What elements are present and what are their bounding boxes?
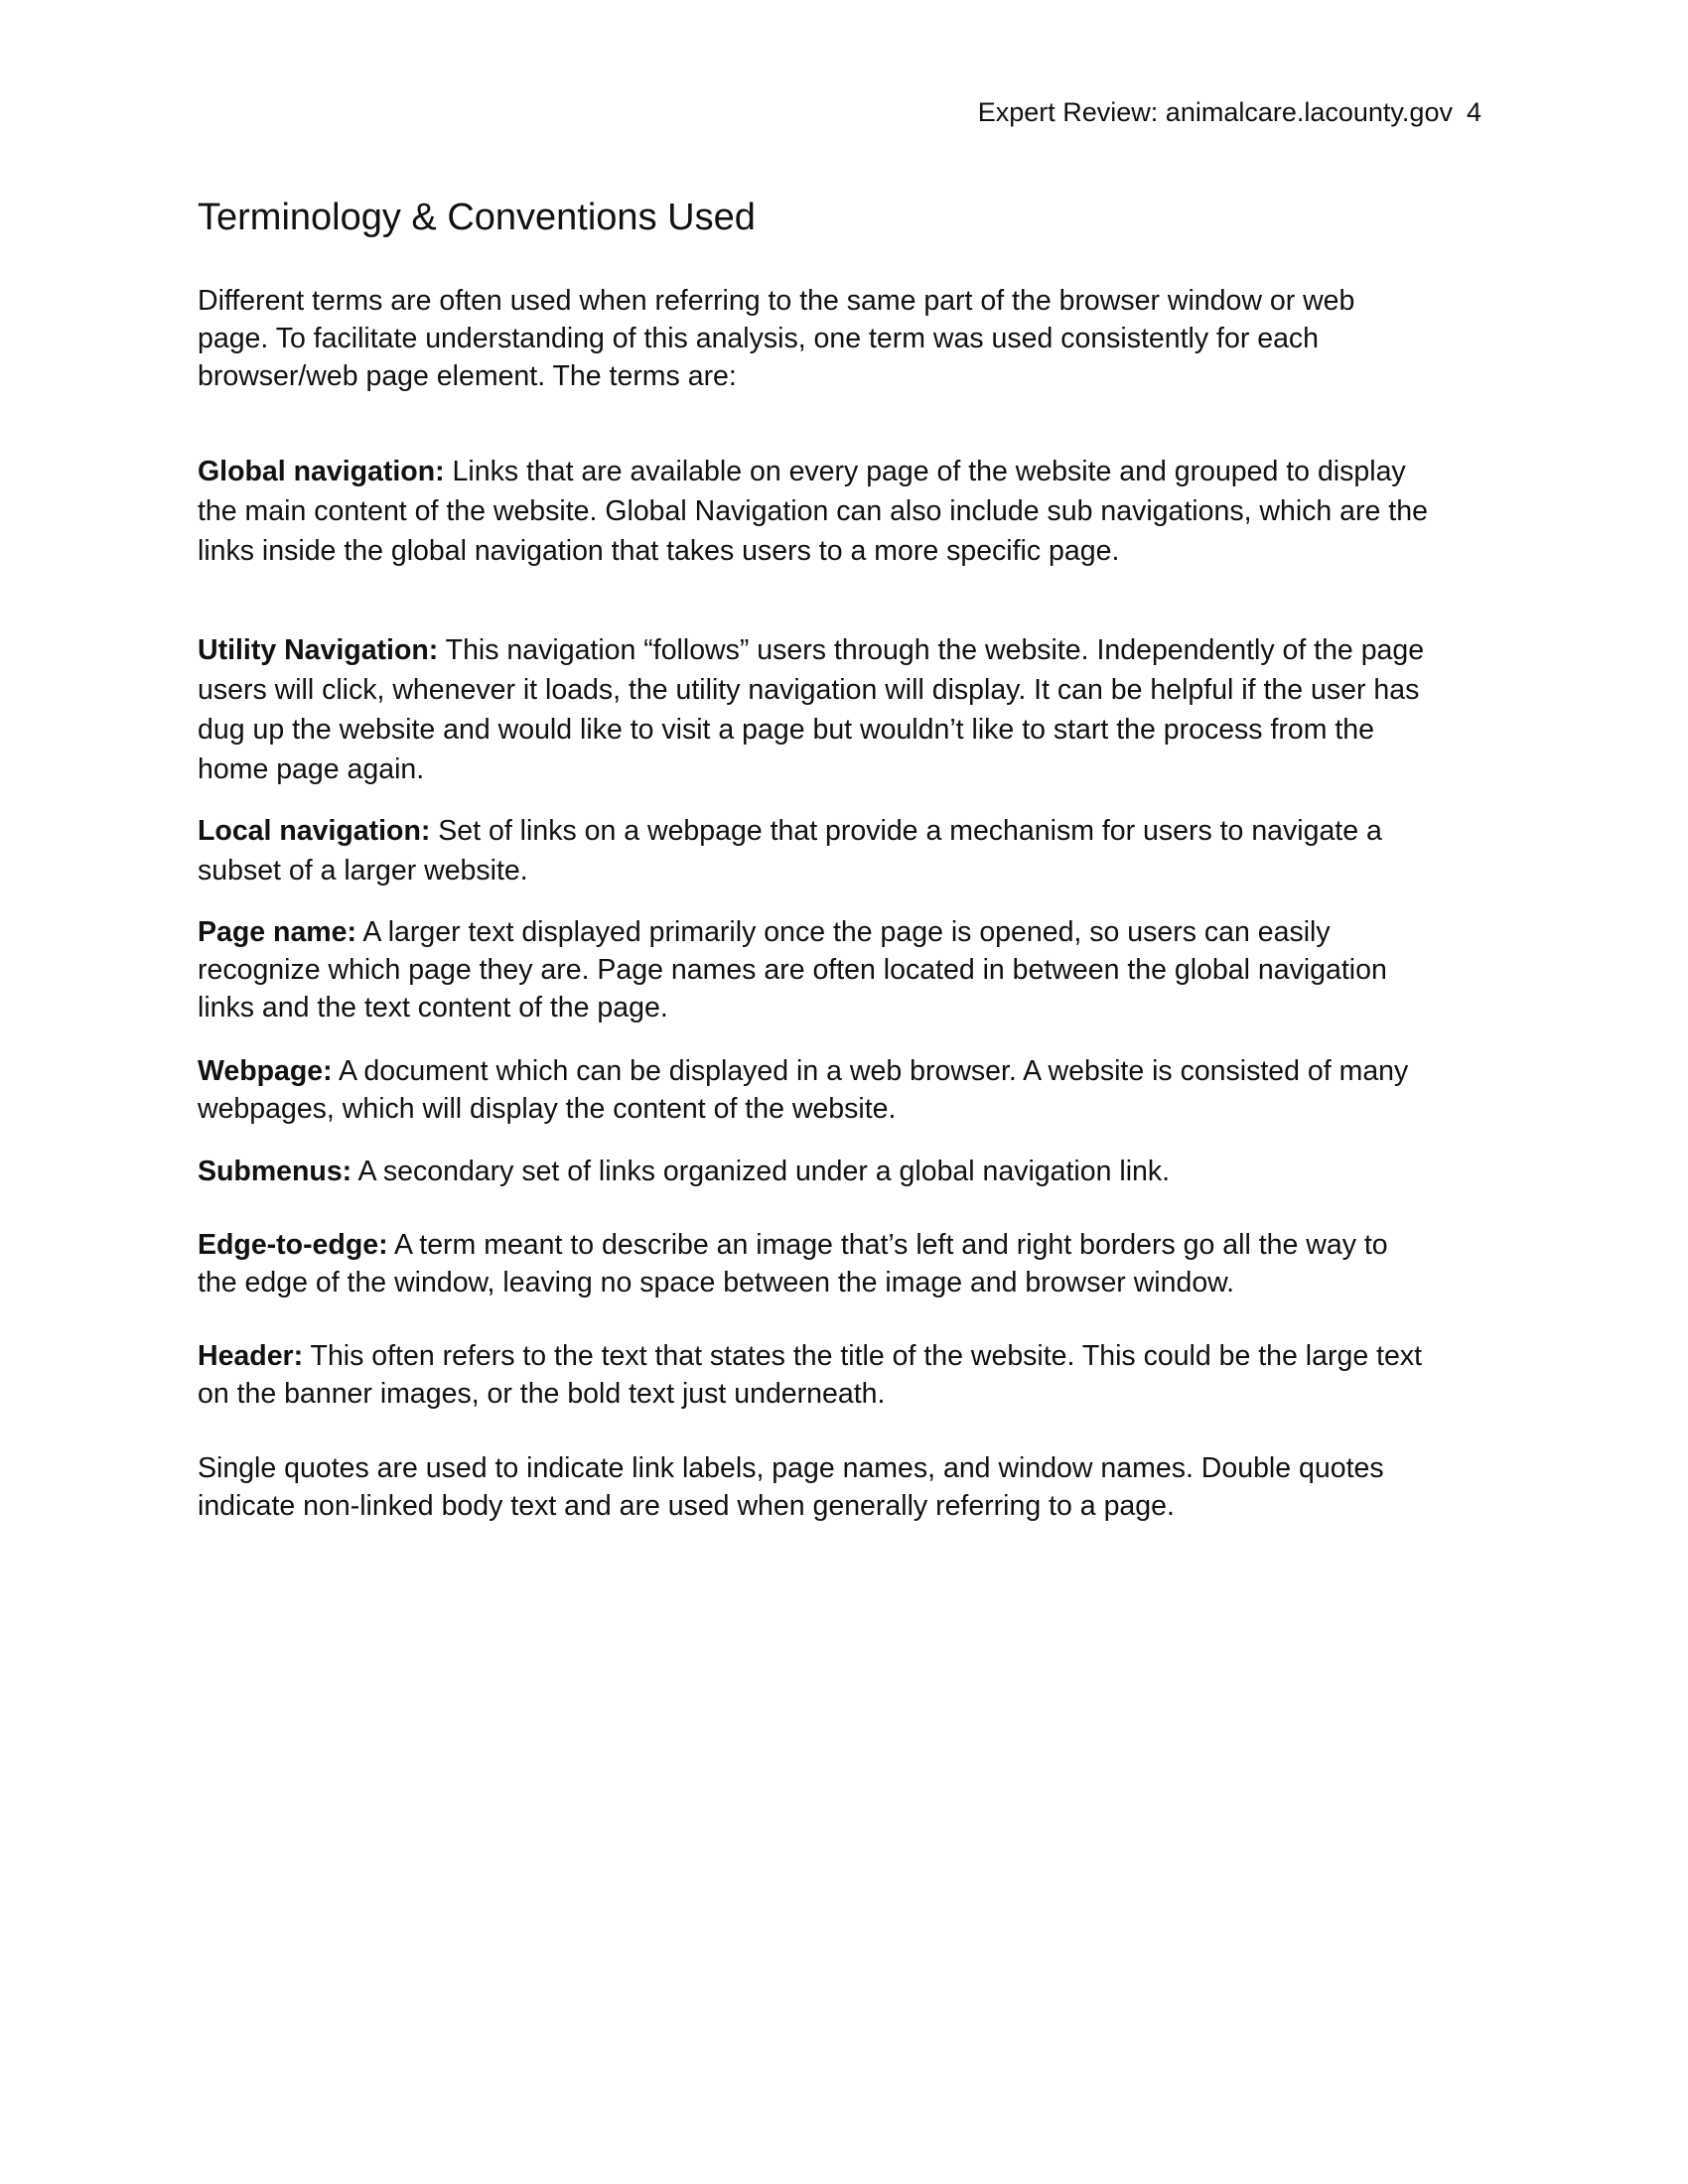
- term-definition: This navigation “follows” users through the website. Independently of the page users will click, whenever it loads, the utility navigation will display. It can be helpful if the user has dug up the website and would like to visit a page but wouldn’t like to start the process from the home page again.: [198, 634, 1425, 785]
- term-name: Local navigation:: [198, 815, 431, 847]
- term-webpage: [198, 1052, 1429, 1128]
- term-definition: A secondary set of links organized under a global navigation link.: [357, 1156, 1171, 1187]
- term-name: Webpage:: [198, 1055, 333, 1087]
- term-definition: A larger text displayed primarily once the page is opened, so users can easily recognize which page they are. Page names are often located in between the global navigation links and the text content of the page.: [198, 916, 1387, 1024]
- term-edge-to-edge: [198, 1226, 1429, 1301]
- running-title: Expert Review: animalcare.lacounty.gov: [977, 97, 1453, 127]
- term-name: Utility Navigation:: [198, 634, 439, 666]
- term-definition: A document which can be displayed in a web browser. A website is consisted of many webpages, which will display the content of the website.: [198, 1055, 1409, 1125]
- term-submenus: [198, 1153, 1429, 1190]
- term-definition: A term meant to describe an image that’s left and right borders go all the way to the edge of the window, leaving no space between the image and browser window.: [198, 1229, 1388, 1298]
- term-name: Header:: [198, 1340, 304, 1372]
- running-header: [978, 97, 1481, 128]
- intro-paragraph: Different terms are often used when referring to the same part of the browser window or web page. To facilitate understanding of this analysis, one term was used consistently for each browser/web page element. The terms are:: [198, 285, 1355, 392]
- term-definition: Links that are available on every page of the website and grouped to display the main content of the website. Global Navigation can also include sub navigations, which are the links inside the global navigation that takes users to a more specific page.: [198, 456, 1428, 567]
- page-title: Terminology & Conventions Used: [198, 197, 756, 238]
- term-name: Page name:: [198, 916, 356, 948]
- term-name: Submenus:: [198, 1156, 352, 1187]
- conventions-paragraph: Single quotes are used to indicate link labels, page names, and window names. Double quotes indicate non-linked body text and are used when generally referring to a page.: [198, 1452, 1384, 1522]
- page-number: 4: [1466, 97, 1481, 127]
- term-utility-navigation: [198, 630, 1429, 789]
- term-global-navigation: [198, 452, 1429, 571]
- term-name: Global navigation:: [198, 456, 445, 487]
- term-local-navigation: [198, 811, 1429, 890]
- term-definition: Set of links on a webpage that provide a mechanism for users to navigate a subset of a larger website.: [198, 815, 1382, 887]
- term-name: Edge-to-edge:: [198, 1229, 388, 1261]
- term-definition: This often refers to the text that states the title of the website. This could be the large text on the banner images, or the bold text just underneath.: [198, 1340, 1423, 1410]
- term-page-name: [198, 913, 1429, 1026]
- term-header: [198, 1337, 1429, 1413]
